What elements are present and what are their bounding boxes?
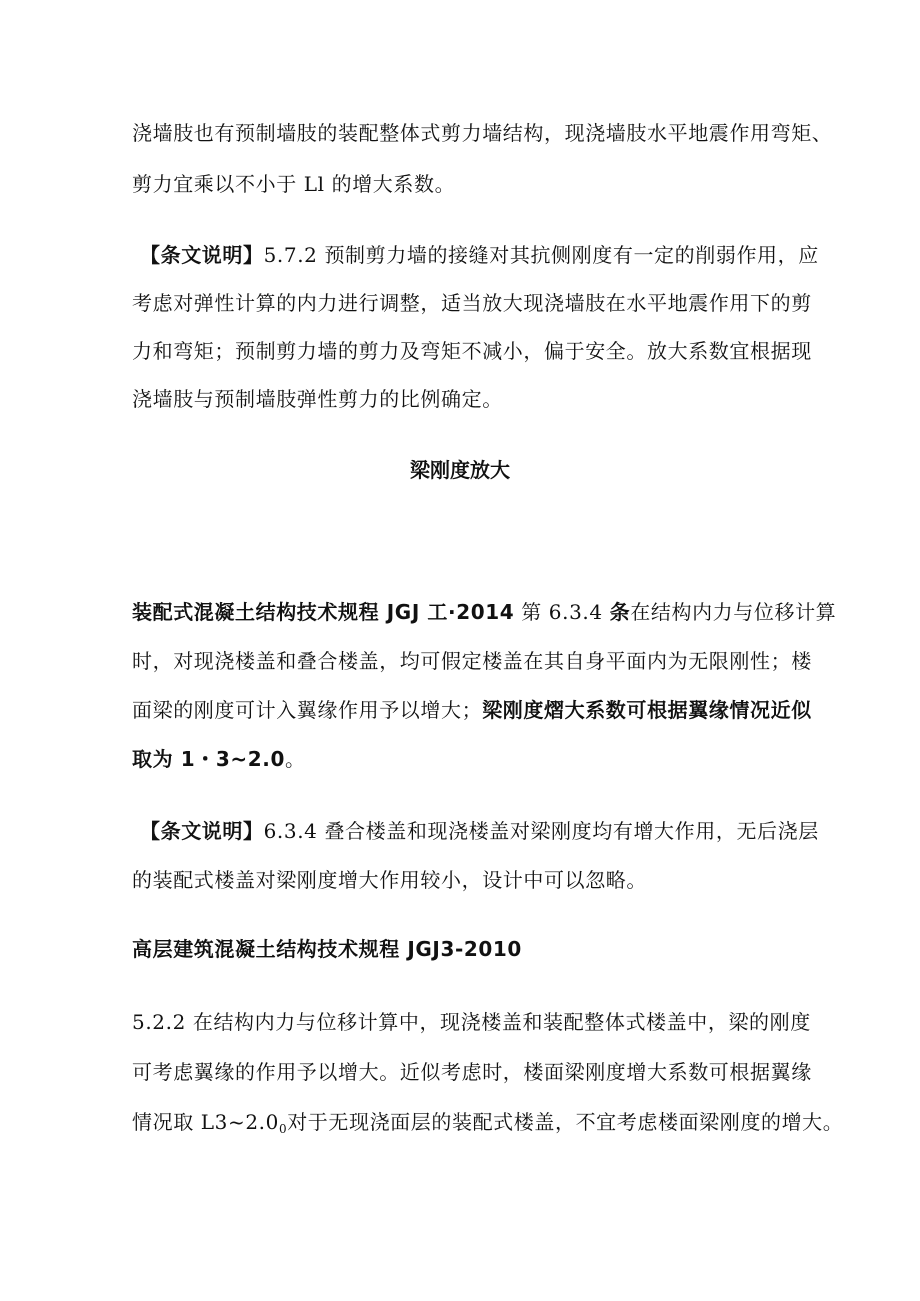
para2-line4-bold: 取为 1・3~2.0 [132,747,285,771]
para2-line1 [132,598,836,626]
para2-line1-text: 在结构内力与位移计算 [630,600,837,624]
para3-line3-a: 情况取 L3~2.0 [132,1110,279,1134]
para2-line3 [132,696,812,724]
note2-label: 【条文说明】 [140,819,264,843]
para3-line3-sub: 0 [278,1122,288,1136]
para2-standard-name: 装配式混凝土结构技术规程 JGJ 工·2014 [132,600,515,624]
para2-line2: 时，对现浇楼盖和叠合楼盖，均可假定楼盖在其自身平面内为无限刚性；楼 [132,649,812,673]
para2-clause-word: 条 [609,600,631,624]
para1-line1: 浇墙肢也有预制墙肢的装配整体式剪力墙结构，现浇墙肢水平地震作用弯矩、 [132,121,833,145]
para2-line4-end: 。 [284,747,306,771]
para2-clause-number: 第 6.3.4 [514,600,610,624]
note2-line1-text: 6.3.4 叠合楼盖和现浇楼盖对梁刚度均有增大作用，无后浇层 [263,819,819,843]
para3-line3-b: 对于无现浇面层的装配式楼盖，不宜考虑楼面梁刚度的增大。 [287,1110,844,1134]
note1-label: 【条文说明】 [140,243,264,267]
note1-line1 [140,241,819,269]
para3-line2: 可考虑翼缘的作用予以增大。近似考虑时，楼面梁刚度增大系数可根据翼缘 [132,1060,812,1084]
heading2: 高层建筑混凝土结构技术规程 JGJ3-2010 [132,937,522,961]
note2-line1 [140,817,819,845]
note2-line2: 的装配式楼盖对梁刚度增大作用较小，设计中可以忽略。 [132,868,647,892]
para2-line4 [132,745,306,773]
para3-line1: 5.2.2 在结构内力与位移计算中，现浇楼盖和装配整体式楼盖中，梁的刚度 [132,1010,811,1034]
note1-line2: 考虑对弹性计算的内力进行调整，适当放大现浇墙肢在水平地震作用下的剪 [132,291,812,315]
para3-line3 [132,1108,843,1136]
note1-line4: 浇墙肢与预制墙肢弹性剪力的比例确定。 [132,387,503,411]
para2-line3-text: 面梁的刚度可计入翼缘作用予以增大； [132,698,483,722]
note1-line3: 力和弯矩；预制剪力墙的剪力及弯矩不减小，偏于安全。放大系数宜根据现 [132,339,812,363]
note1-line1-text: 5.7.2 预制剪力墙的接缝对其抗侧刚度有一定的削弱作用，应 [263,243,819,267]
section-heading: 梁刚度放大 [410,458,510,482]
para2-line3-bold: 梁刚度熠大系数可根据翼缘情况近似 [482,698,812,722]
para1-line2: 剪力宜乘以不小于 Ll 的增大系数。 [132,172,456,196]
